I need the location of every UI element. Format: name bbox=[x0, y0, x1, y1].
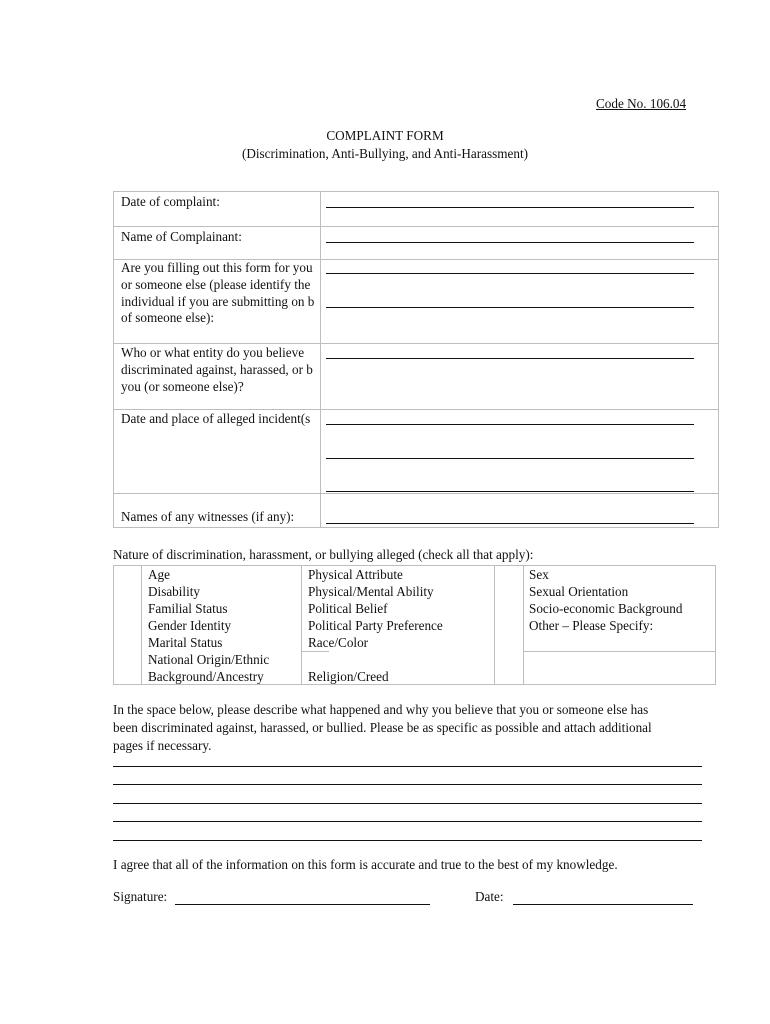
row-divider bbox=[523, 651, 715, 652]
code-number: Code No. 106.04 bbox=[596, 96, 687, 111]
option-gender-identity[interactable]: Gender Identity bbox=[148, 618, 232, 633]
nature-checklist bbox=[113, 565, 716, 685]
option-sex[interactable]: Sex bbox=[529, 567, 549, 582]
option-religion-creed[interactable]: Religion/Creed bbox=[308, 669, 389, 684]
filling-for-field-1[interactable] bbox=[326, 273, 694, 274]
description-line-1[interactable] bbox=[113, 766, 702, 767]
row-date-place bbox=[114, 409, 718, 494]
column-divider bbox=[301, 566, 302, 684]
option-race-color[interactable]: Race/Color bbox=[308, 635, 369, 650]
option-political-party[interactable]: Political Party Preference bbox=[308, 618, 443, 633]
option-disability[interactable]: Disability bbox=[148, 584, 201, 599]
witnesses-label: Names of any witnesses (if any): bbox=[121, 509, 295, 524]
signature-date-label: Date: bbox=[475, 889, 504, 904]
description-line-2[interactable] bbox=[113, 784, 702, 785]
row-date-of-complaint bbox=[114, 192, 718, 227]
option-physical-attribute[interactable]: Physical Attribute bbox=[308, 567, 403, 582]
option-other[interactable]: Other – Please Specify: bbox=[529, 618, 654, 633]
complaint-details-table bbox=[113, 191, 719, 528]
complainant-name-label: Name of Complainant: bbox=[121, 229, 242, 244]
description-instructions: In the space below, please describe what happened and why you believe that you or someone else has been discriminated against, harassed, or bullied. Please be as specific as possible and attach additional pages if necessary. bbox=[113, 702, 652, 753]
agreement-statement: I agree that all of the information on this form is accurate and true to the best of my knowledge. bbox=[113, 857, 618, 872]
form-subtitle: (Discrimination, Anti-Bullying, and Anti-Harassment) bbox=[241, 146, 529, 161]
option-familial-status[interactable]: Familial Status bbox=[148, 601, 228, 616]
complainant-name-field[interactable] bbox=[326, 242, 694, 243]
date-of-complaint-field[interactable] bbox=[326, 207, 694, 208]
signature-field[interactable] bbox=[175, 904, 430, 905]
description-line-3[interactable] bbox=[113, 803, 702, 804]
row-complainant-name bbox=[114, 226, 718, 260]
column-divider bbox=[523, 566, 524, 684]
signature-date-field[interactable] bbox=[513, 904, 693, 905]
date-place-field-3[interactable] bbox=[326, 491, 694, 492]
who-discriminated-label: Who or what entity do you believe discriminated against, harassed, or b you (or someone else)? bbox=[121, 345, 313, 394]
date-place-field-1[interactable] bbox=[326, 424, 694, 425]
nature-label: Nature of discrimination, harassment, or bullying alleged (check all that apply): bbox=[113, 547, 534, 562]
signature-label: Signature: bbox=[113, 889, 168, 904]
row-witnesses bbox=[114, 493, 718, 527]
date-place-field-2[interactable] bbox=[326, 458, 694, 459]
filling-for-field-2[interactable] bbox=[326, 307, 694, 308]
date-place-label: Date and place of alleged incident(s bbox=[121, 411, 311, 426]
description-line-4[interactable] bbox=[113, 821, 702, 822]
column-divider bbox=[141, 566, 142, 684]
option-national-origin[interactable]: National Origin/Ethnic Background/Ancestry bbox=[148, 652, 270, 684]
row-who-discriminated bbox=[114, 343, 718, 410]
option-political-belief[interactable]: Political Belief bbox=[308, 601, 388, 616]
who-discriminated-field[interactable] bbox=[326, 358, 694, 359]
option-socio-economic[interactable]: Socio-economic Background bbox=[529, 601, 683, 616]
filling-for-label: Are you filling out this form for you or someone else (please identify the individual if you are submitting on b of someone else): bbox=[121, 260, 315, 326]
column-divider bbox=[494, 566, 495, 684]
witnesses-field[interactable] bbox=[326, 523, 694, 524]
row-divider bbox=[301, 651, 329, 652]
option-sexual-orientation[interactable]: Sexual Orientation bbox=[529, 584, 629, 599]
option-marital-status[interactable]: Marital Status bbox=[148, 635, 223, 650]
option-age[interactable]: Age bbox=[148, 567, 170, 582]
form-title: COMPLAINT FORM bbox=[326, 128, 444, 143]
row-filling-for bbox=[114, 259, 718, 344]
date-of-complaint-label: Date of complaint: bbox=[121, 194, 220, 209]
option-physical-mental-ability[interactable]: Physical/Mental Ability bbox=[308, 584, 434, 599]
description-line-5[interactable] bbox=[113, 840, 702, 841]
